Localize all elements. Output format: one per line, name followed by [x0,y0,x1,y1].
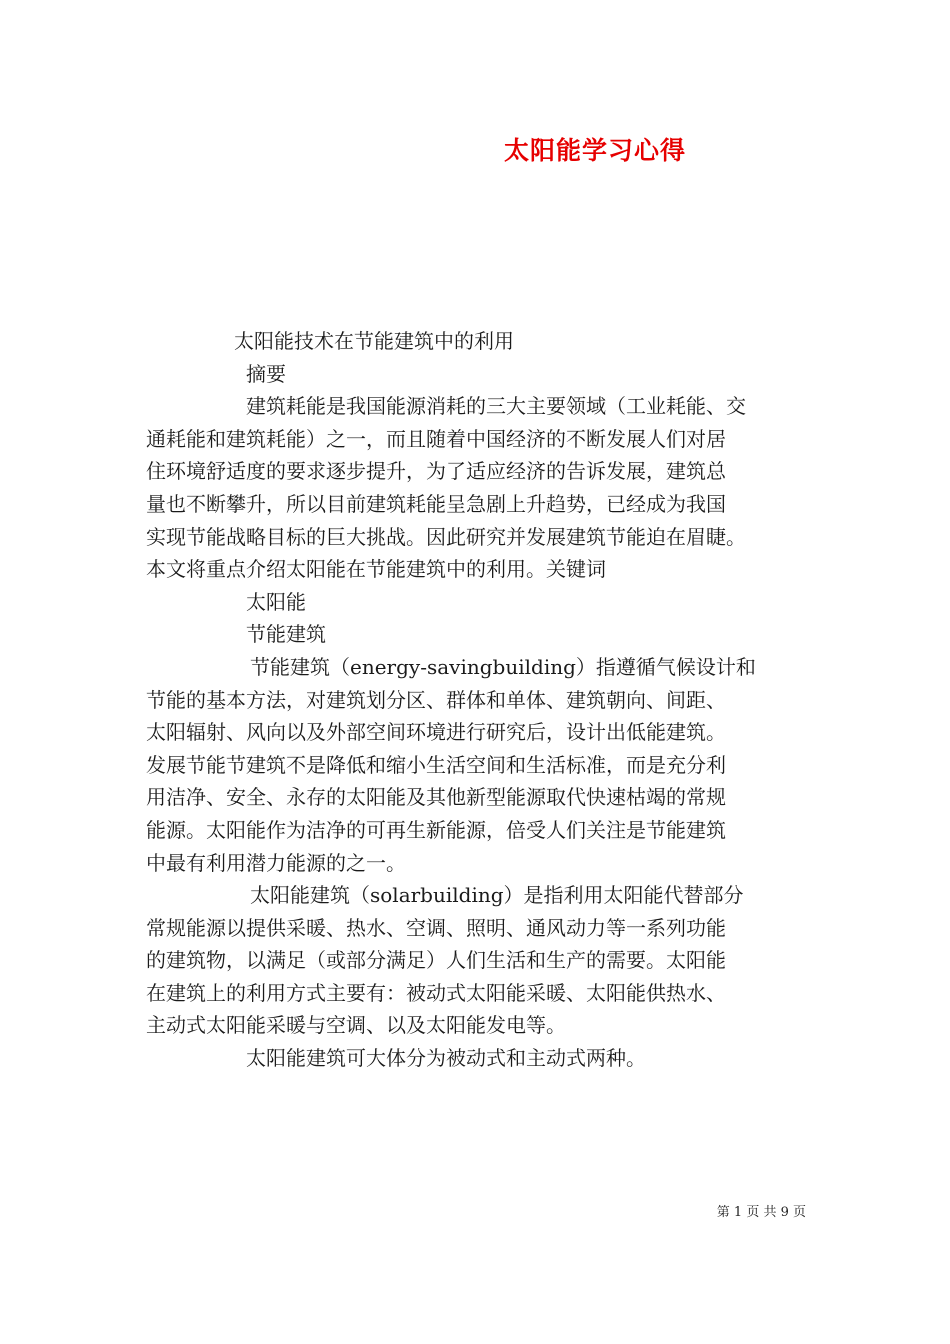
text-line: 常规能源以提供采暖、热水、空调、照明、通风动力等一系列功能 [146,915,726,940]
body-paragraph [146,651,816,879]
abstract-heading: 摘要 [246,361,286,386]
text-line: 本文将重点介绍太阳能在节能建筑中的利用。关键词 [146,557,606,582]
text-line: 的建筑物，以满足（或部分满足）人们生活和生产的需要。太阳能 [146,948,726,973]
text-line: 建筑耗能是我国能源消耗的三大主要领域（工业耗能、交 [246,394,746,419]
text-line: 中最有利用潜力能源的之一。 [146,850,406,875]
text-line: 在建筑上的利用方式主要有：被动式太阳能采暖、太阳能供热水、 [146,980,726,1005]
page-number: 第 1 页 共 9 页 [716,1205,806,1220]
body-paragraph: 太阳能建筑可大体分为被动式和主动式两种。 [246,1046,646,1071]
text-line: 节能的基本方法，对建筑划分区、群体和单体、建筑朝向、间距、 [146,687,726,712]
text-line: 能源。太阳能作为洁净的可再生新能源，倍受人们关注是节能建筑 [146,817,726,842]
subtitle: 太阳能技术在节能建筑中的利用 [234,329,514,353]
keyword: 节能建筑 [246,622,326,647]
keyword: 太阳能 [246,589,306,614]
text-line: 量也不断攀升，所以目前建筑耗能呈急剧上升趋势，已经成为我国 [146,491,726,516]
text-line: 通耗能和建筑耗能）之一，而且随着中国经济的不断发展人们对居 [146,426,726,451]
text-line: 用洁净、安全、永存的太阳能及其他新型能源取代快速枯竭的常规 [146,785,726,810]
document-body [146,325,816,1075]
body-paragraph [146,879,816,1042]
text-line: 住环境舒适度的要求逐步提升，为了适应经济的告诉发展，建筑总 [146,459,726,484]
text-line: 太阳辐射、风向以及外部空间环境进行研究后，设计出低能建筑。 [146,720,726,745]
text-line: 实现节能战略目标的巨大挑战。因此研究并发展建筑节能迫在眉睫。 [146,524,746,549]
text-line: 发展节能节建筑不是降低和缩小生活空间和生活标准，而是充分利 [146,752,726,777]
document-title: 太阳能学习心得 [503,136,686,165]
text-line: 主动式太阳能采暖与空调、以及太阳能发电等。 [146,1013,566,1038]
text-line: 太阳能建筑（solarbuilding）是指利用太阳能代替部分 [250,883,744,908]
abstract-paragraph [146,390,816,586]
text-line: 节能建筑（energy-savingbuilding）指遵循气候设计和 [250,654,756,679]
